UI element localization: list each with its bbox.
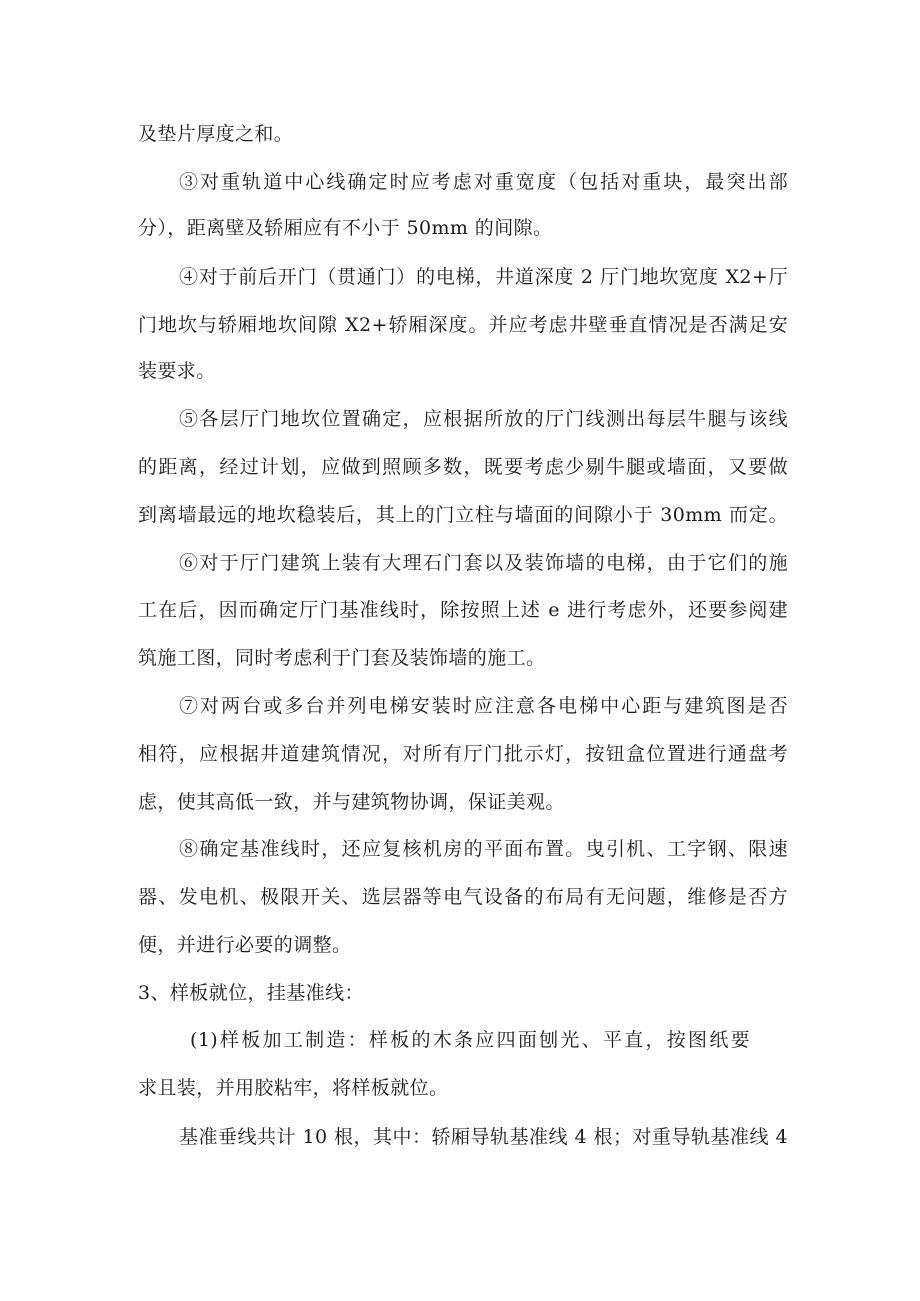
paragraph-line: 分），距离壁及轿厢应有不小于 50mm 的间隙。 (138, 217, 553, 239)
paragraph-line: 工在后，因而确定厅门基准线时，除按照上述 e 进行考虑外，还要参阅建 (138, 599, 788, 621)
paragraph-line: ⑥对于厅门建筑上装有大理石门套以及装饰墙的电梯，由于它们的施 (179, 552, 788, 574)
paragraph-line: 便，并进行必要的调整。 (138, 934, 352, 956)
paragraph-line: 装要求。 (138, 360, 216, 382)
paragraph-line: (1)样板加工制造：样板的木条应四面刨光、平直，按图纸要 (190, 1029, 750, 1051)
paragraph-line: 求且装，并用胶粘牢，将样板就位。 (138, 1077, 449, 1099)
paragraph-line: 相符，应根据井道建筑情况，对所有厅门批示灯，按钮盒位置进行通盘考 (138, 743, 788, 765)
paragraph-line: 基准垂线共计 10 根，其中：轿厢导轨基准线 4 根；对重导轨基准线 4 (179, 1126, 788, 1148)
paragraph-line: 的距离，经过计划，应做到照顾多数，既要考虑少剔牛腿或墙面，又要做 (138, 456, 788, 478)
paragraph-line: 虑，使其高低一致，并与建筑物协调，保证美观。 (138, 791, 565, 813)
section-heading: 3、样板就位，挂基准线： (138, 982, 364, 1004)
paragraph-line: ⑦对两台或多台并列电梯安装时应注意各电梯中心距与建筑图是否 (179, 695, 788, 717)
paragraph-line: 器、发电机、极限开关、选层器等电气设备的布局有无问题，维修是否方 (138, 886, 788, 908)
paragraph-line: ④对于前后开门（贯通门）的电梯，井道深度 2 厅门地坎宽度 X2+厅 (179, 266, 788, 288)
paragraph-line: 到离墙最远的地坎稳装后，其上的门立柱与墙面的间隙小于 30mm 而定。 (138, 504, 788, 526)
paragraph-line: 门地坎与轿厢地坎间隙 X2+轿厢深度。并应考虑井壁垂直情况是否满足安 (138, 314, 788, 336)
paragraph-line: ⑤各层厅门地坎位置确定，应根据所放的厅门线测出每层牛腿与该线 (179, 408, 788, 430)
paragraph-line: 及垫片厚度之和。 (138, 123, 294, 145)
paragraph-line: ③对重轨道中心线确定时应考虑对重宽度（包括对重块，最突出部 (179, 171, 788, 193)
paragraph-line: 筑施工图，同时考虑利于门套及装饰墙的施工。 (138, 647, 546, 669)
paragraph-line: ⑧确定基准线时，还应复核机房的平面布置。曳引机、工字钢、限速 (179, 838, 788, 860)
